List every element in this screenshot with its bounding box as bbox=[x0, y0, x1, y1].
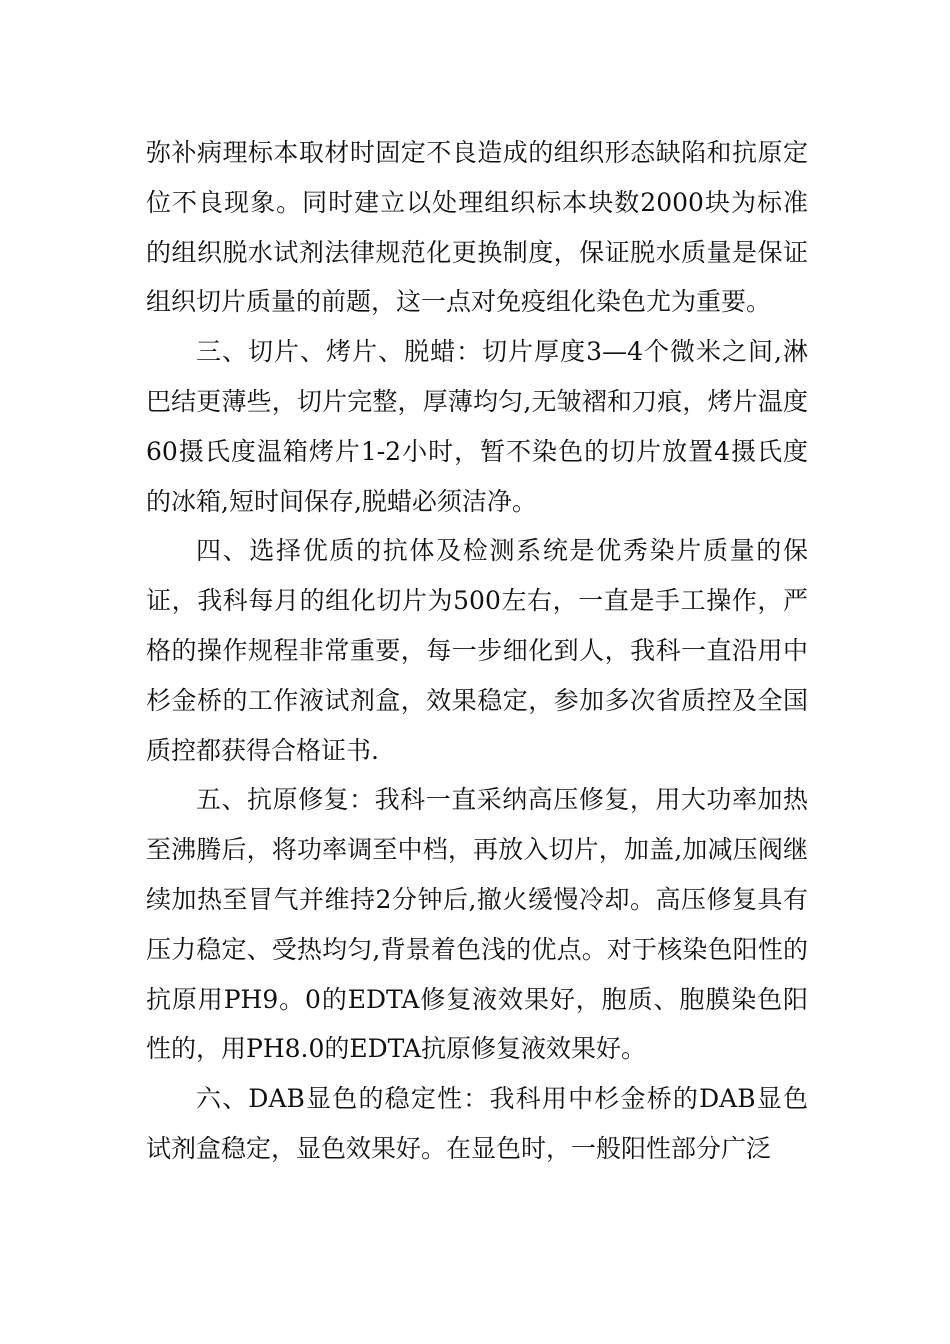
paragraph-continuation: 弥补病理标本取材时固定不良造成的组织形态缺陷和抗原定位不良现象。同时建立以处理组织标本块数2000块为标准的组织脱水试剂法律规范化更换制度，保证脱水质量是保证组织切片质量的前题，这一点对免疫组化染色尤为重要。 bbox=[146, 138, 808, 317]
document-page bbox=[146, 128, 808, 1174]
paragraph-section-6: 六、DAB显色的稳定性：我科用中杉金桥的DAB显色试剂盒稳定，显色效果好。在显色时，一般阳性部分广泛 bbox=[146, 1084, 808, 1163]
paragraph-section-3: 三、切片、烤片、脱蜡：切片厚度3—4个微米之间,淋巴结更薄些，切片完整，厚薄均匀,无皱褶和刀痕，烤片温度60摄氏度温箱烤片1-2小时，暂不染色的切片放置4摄氏度的冰箱,短时间保存,脱蜡必须洁净。 bbox=[146, 337, 808, 516]
paragraph-section-5: 五、抗原修复：我科一直采纳高压修复，用大功率加热至沸腾后，将功率调至中档，再放入切片，加盖,加减压阀继续加热至冒气并维持2分钟后,撤火缓慢冷却。高压修复具有压力稳定、受热均匀,背景着色浅的优点。对于核染色阳性的抗原用PH9。0的EDTA修复液效果好，胞质、胞膜染色阳性的，用PH8.0的EDTA抗原修复液效果好。 bbox=[146, 785, 808, 1064]
paragraph-section-4: 四、选择优质的抗体及检测系统是优秀染片质量的保证，我科每月的组化切片为500左右，一直是手工操作，严格的操作规程非常重要，每一步细化到人，我科一直沿用中杉金桥的工作液试剂盒，效果稳定，参加多次省质控及全国质控都获得合格证书. bbox=[146, 536, 808, 765]
